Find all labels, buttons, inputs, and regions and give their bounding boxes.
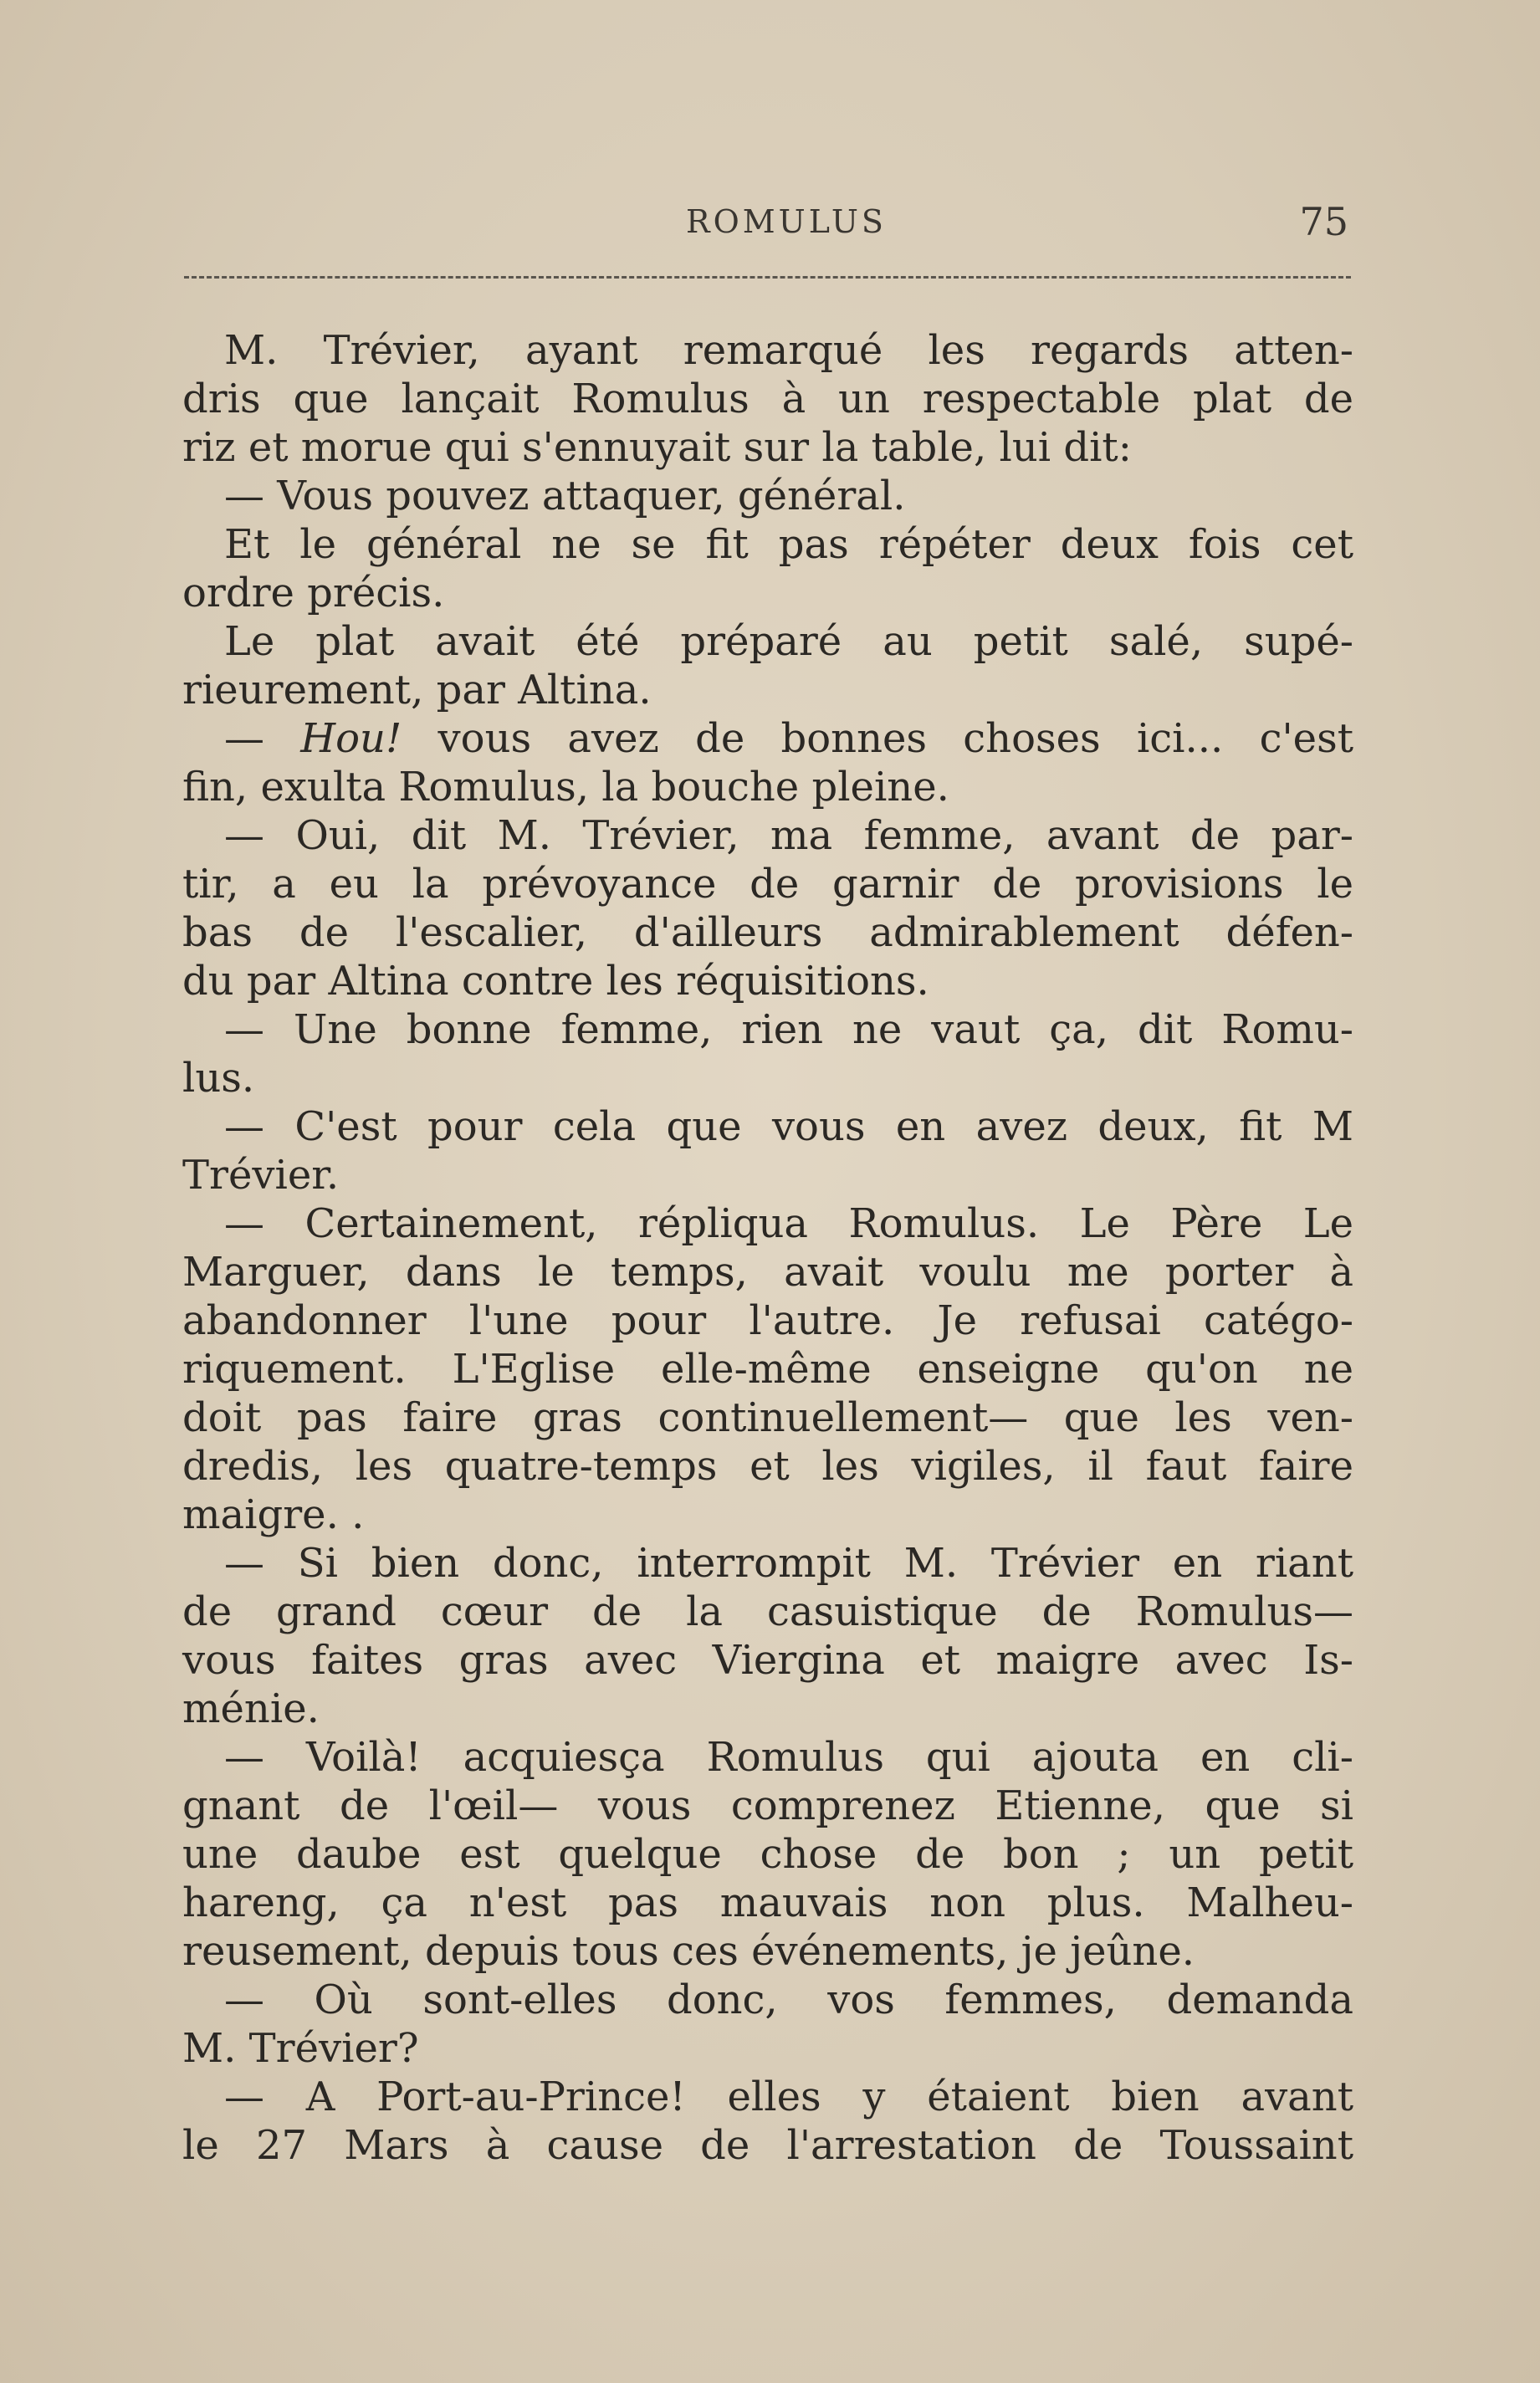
text-line: M. Trévier?	[182, 2025, 419, 2072]
text-line: ordre précis.	[182, 570, 445, 616]
text-line: Marguer, dans le temps, avait voulu me porter à	[182, 1249, 1353, 1296]
text-line: Et le général ne se fit pas répéter deux fois cet	[224, 521, 1353, 568]
text-line: fin, exulta Romulus, la bouche pleine.	[182, 764, 949, 811]
text-line: reusement, depuis tous ces événements, je jeûne.	[182, 1928, 1195, 1975]
text-line: de grand cœur de la casuistique de Romulus—	[182, 1588, 1353, 1635]
text-line: hareng, ça n'est pas mauvais non plus. Malheu-	[182, 1879, 1353, 1926]
text-line: dredis, les quatre-temps et les vigiles, il faut faire	[182, 1443, 1353, 1490]
text-line: rieurement, par Altina.	[182, 667, 652, 713]
text-line: M. Trévier, ayant remarqué les regards atten-	[224, 327, 1353, 374]
text-line: — Voilà! acquiesça Romulus qui ajouta en cli-	[224, 1734, 1353, 1781]
text-line: — C'est pour cela que vous en avez deux, fit M	[224, 1103, 1353, 1150]
body-text	[182, 326, 1353, 2170]
text-line: lus.	[182, 1055, 255, 1102]
page-header	[184, 192, 1355, 251]
text-line: tir, a eu la prévoyance de garnir de provisions le	[182, 861, 1353, 908]
line-prefix: —	[224, 715, 301, 762]
text-line: — Si bien donc, interrompit M. Trévier en riant	[224, 1540, 1353, 1587]
text-line: riz et morue qui s'ennuyait sur la table, lui dit:	[182, 424, 1132, 471]
text-line: — Certainement, répliqua Romulus. Le Père Le	[224, 1200, 1353, 1247]
text-line: — A Port-au-Prince! elles y étaient bien avant	[224, 2074, 1353, 2120]
text-line: du par Altina contre les réquisitions.	[182, 958, 929, 1005]
text-line: — Où sont-elles donc, vos femmes, demanda	[224, 1976, 1353, 2023]
text-line: dris que lançait Romulus à un respectable plat de	[182, 376, 1353, 422]
text-line	[182, 714, 1353, 763]
text-line: — Une bonne femme, rien ne vaut ça, dit Romu-	[224, 1006, 1353, 1053]
text-line: Trévier.	[182, 1152, 340, 1199]
header-rule	[184, 276, 1351, 279]
text-line: doit pas faire gras continuellement— que les ven-	[182, 1394, 1353, 1441]
running-title: ROMULUS	[686, 203, 887, 240]
text-line: maigre. .	[182, 1491, 365, 1538]
text-line: le 27 Mars à cause de l'arrestation de Toussaint	[182, 2122, 1353, 2169]
text-line: vous faites gras avec Viergina et maigre avec Is-	[182, 1637, 1353, 1684]
page-number: 75	[1299, 199, 1348, 244]
text-line: une daube est quelque chose de bon ; un petit	[182, 1831, 1353, 1878]
text-line: bas de l'escalier, d'ailleurs admirablement défen-	[182, 909, 1353, 956]
line-text: vous avez de bonnes choses ici... c'est	[402, 715, 1353, 762]
text-line: Le plat avait été préparé au petit salé, supé-	[224, 618, 1353, 665]
text-line: riquement. L'Eglise elle-même enseigne qu'on ne	[182, 1346, 1353, 1393]
text-line: gnant de l'œil— vous comprenez Etienne, que si	[182, 1782, 1353, 1829]
text-line: ménie.	[182, 1685, 320, 1732]
italic-word: Hou!	[300, 715, 402, 762]
text-line: abandonner l'une pour l'autre. Je refusai catégo-	[182, 1297, 1353, 1344]
text-line: — Vous pouvez attaquer, général.	[224, 473, 906, 519]
text-line: — Oui, dit M. Trévier, ma femme, avant de par-	[224, 812, 1353, 859]
